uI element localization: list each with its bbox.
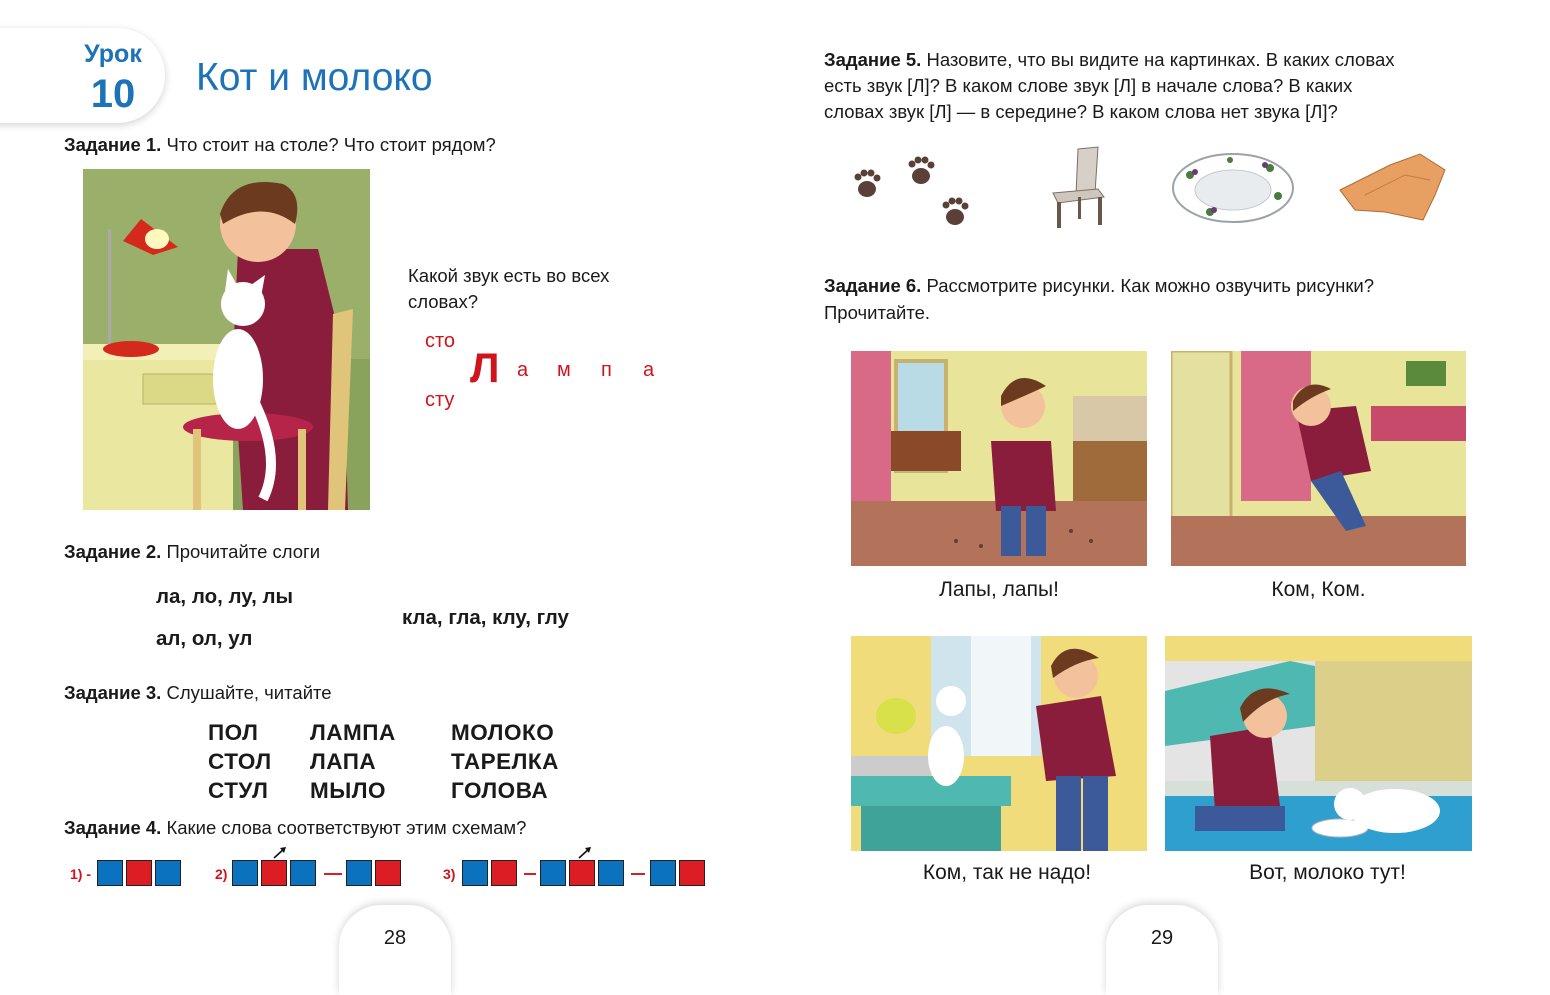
caption-2: Ком, Ком. [1271,578,1366,601]
task5-line1: Задание 5. Назовите, что вы видите на картинках. В каких словах [824,49,1395,70]
word-col1-2: СТУЛ [208,778,269,803]
prefix-sto: сто [425,330,456,352]
letter-p: п [601,359,612,381]
scheme1-cell-blue [97,860,123,886]
scheme3-label: 3) [443,866,456,882]
task1-heading [64,134,496,156]
task4-label: Задание 4. [64,817,162,838]
task4-heading [64,817,526,839]
syllables-row2: ал, ол, ул [156,627,253,650]
scheme2-dash [324,873,342,875]
comic-picture-4 [1165,636,1472,851]
task4-text: Какие слова соответствуют этим схемам? [166,817,527,838]
scheme3-cell-red-stressed [569,860,595,886]
scheme2-cell-blue [232,860,258,886]
plate-picture [1170,150,1296,225]
boy-cat-illustration [83,169,370,510]
word-col2-1: ЛАПА [310,749,377,774]
scheme1-label: 1) - [70,866,92,882]
comic-picture-1 [851,351,1147,566]
scheme2-label: 2) [215,866,228,882]
page-tab-right [1106,905,1218,995]
scheme1-cell-blue [155,860,181,886]
task3-label: Задание 3. [64,682,162,703]
lesson-word: Урок [84,40,142,68]
task2-label: Задание 2. [64,541,162,562]
prefix-stu: сту [425,389,455,411]
task5-line2: есть звук [Л]? В каком слове звук [Л] в начале слова? В каких [824,75,1353,96]
page-number-left: 28 [383,927,407,949]
chair-picture [1048,145,1108,230]
scheme3-dash [524,873,536,875]
stress-arrow-icon [272,846,288,860]
task6-line1: Задание 6. Рассмотрите рисунки. Как можно озвучить рисунки? [824,275,1375,296]
task1-text: Что стоит на столе? Что стоит рядом? [166,134,496,155]
word-col1-1: СТОЛ [208,749,272,774]
syllables-row3: кла, гла, клу, глу [402,606,569,629]
scheme3-cell-red [491,860,517,886]
paw-prints-picture [845,145,980,230]
big-letter-l: Л [470,344,500,391]
scheme2-cell-red [375,860,401,886]
stress-arrow-icon [577,846,593,860]
sound-question-line1: Какой звук есть во всех [408,265,610,286]
scheme2-cell-red-stressed [261,860,287,886]
letter-a2: а [643,359,655,381]
scheme3-dash [631,873,645,875]
page-number-right: 29 [1150,927,1174,949]
syllables-row1: ла, ло, лу, лы [156,585,294,608]
task3-heading [64,682,332,704]
word-col3-1: ТАРЕЛКА [451,749,559,774]
cloth-picture [1335,150,1450,225]
task2-heading [64,541,320,563]
word-col2-0: ЛАМПА [310,720,396,745]
lesson-number: 10 [90,72,136,116]
scheme3-cell-red [679,860,705,886]
letter-a1: а [517,359,529,381]
word-col2-2: МЫЛО [310,778,387,803]
scheme3-cell-blue [462,860,488,886]
caption-3: Ком, так не надо! [922,861,1092,884]
scheme2 [232,860,407,886]
letter-m: м [557,359,571,381]
word-col3-2: ГОЛОВА [451,778,549,803]
task5-line3: словах звук [Л] — в середине? В каком слова нет звука [Л]? [824,101,1338,122]
word-col1-0: ПОЛ [208,720,259,745]
task2-text: Прочитайте слоги [166,541,321,562]
scheme3-cell-blue [540,860,566,886]
task1-label: Задание 1. [64,134,162,155]
comic-picture-3 [851,636,1147,851]
sound-question-line2: словах? [408,291,478,312]
scheme2-cell-blue [290,860,316,886]
scheme3-cell-blue [650,860,676,886]
scheme1 [97,860,187,886]
scheme2-cell-blue [346,860,372,886]
scheme3 [462,860,712,886]
page-tab-left [339,905,451,995]
word-col3-0: МОЛОКО [451,720,555,745]
caption-1: Лапы, лапы! [939,578,1059,601]
lesson-title: Кот и молоко [196,56,433,99]
task6-label: Задание 6. [824,275,922,296]
scheme3-cell-blue [598,860,624,886]
task3-text: Слушайте, читайте [166,682,332,703]
comic-picture-2 [1171,351,1466,566]
task5-label: Задание 5. [824,49,922,70]
scheme1-cell-red [126,860,152,886]
caption-4: Вот, молоко тут! [1249,861,1406,884]
task6-line2: Прочитайте. [824,302,931,323]
